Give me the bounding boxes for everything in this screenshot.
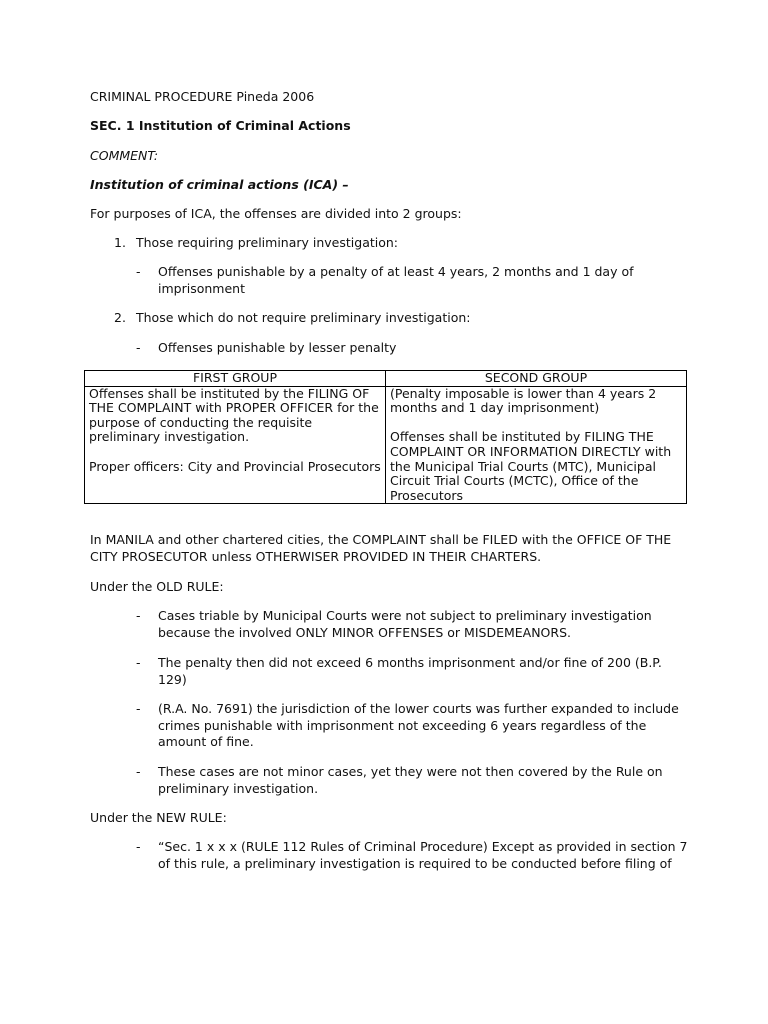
table-header-second-group: SECOND GROUP: [386, 371, 687, 387]
list-number: 2.: [114, 310, 126, 325]
subheading: Institution of criminal actions (ICA) –: [90, 177, 349, 192]
cell-paragraph: Offenses shall be instituted by FILING THE COMPLAINT OR INFORMATION DIRECTLY with the Municipal Trial Courts (MTC), Municipal Circuit Trial Courts (MCTC), Office of the Prosecutors: [390, 429, 672, 503]
dash-bullet: -: [136, 839, 141, 854]
dash-bullet: -: [136, 655, 141, 670]
group-bullet-text: Offenses punishable by a penalty of at least 4 years, 2 months and 1 day of imprisonment: [158, 264, 634, 296]
list-number: 1.: [114, 235, 126, 250]
cell-paragraph: (Penalty imposable is lower than 4 years 2 months and 1 day imprisonment): [390, 385, 657, 416]
dash-bullet: -: [136, 340, 141, 355]
group-title: Those requiring preliminary investigation:: [136, 235, 399, 250]
cell-paragraph: Proper officers: City and Provincial Prosecutors: [89, 458, 381, 474]
manila-paragraph: In MANILA and other chartered cities, the COMPLAINT shall be FILED with the OFFICE OF THE CITY PROSECUTOR unless OTHERWISER PROVIDED IN THEIR CHARTERS.: [90, 532, 672, 564]
table-header-first-group: FIRST GROUP: [85, 371, 386, 387]
table-cell-second-group: [386, 386, 687, 504]
cell-paragraph: Offenses shall be instituted by the FILING OF THE COMPLAINT with PROPER OFFICER for the purpose of conducting the requisite preliminary investigation.: [89, 385, 379, 445]
dash-bullet: -: [136, 701, 141, 716]
old-rule-item: These cases are not minor cases, yet they were not then covered by the Rule on preliminary investigation.: [158, 764, 663, 796]
old-rule-item: Cases triable by Municipal Courts were not subject to preliminary investigation because the involved ONLY MINOR OFFENSES or MISDEMEANORS.: [158, 608, 652, 640]
document-header: CRIMINAL PROCEDURE Pineda 2006: [90, 89, 315, 104]
new-rule-label: Under the NEW RULE:: [90, 810, 227, 825]
table-header-row: [85, 371, 687, 387]
new-rule-item: “Sec. 1 x x x (RULE 112 Rules of Criminal Procedure) Except as provided in section 7 of this rule, a preliminary investigation is required to be conducted before filing of: [158, 839, 688, 871]
table-cell-first-group: [85, 386, 386, 504]
section-title: SEC. 1 Institution of Criminal Actions: [90, 118, 351, 133]
dash-bullet: -: [136, 264, 141, 279]
dash-bullet: -: [136, 608, 141, 623]
group-comparison-table: [84, 370, 687, 504]
comment-label: COMMENT:: [90, 148, 159, 163]
group-title: Those which do not require preliminary investigation:: [136, 310, 471, 325]
dash-bullet: -: [136, 764, 141, 779]
old-rule-item: (R.A. No. 7691) the jurisdiction of the lower courts was further expanded to include crimes punishable with imprisonment not exceeding 6 years regardless of the amount of fine.: [158, 701, 679, 749]
group-bullet-text: Offenses punishable by lesser penalty: [158, 340, 397, 355]
intro-paragraph: For purposes of ICA, the offenses are divided into 2 groups:: [90, 206, 462, 221]
old-rule-label: Under the OLD RULE:: [90, 579, 224, 594]
table-row: [85, 386, 687, 504]
old-rule-item: The penalty then did not exceed 6 months imprisonment and/or fine of 200 (B.P. 129): [158, 655, 662, 687]
